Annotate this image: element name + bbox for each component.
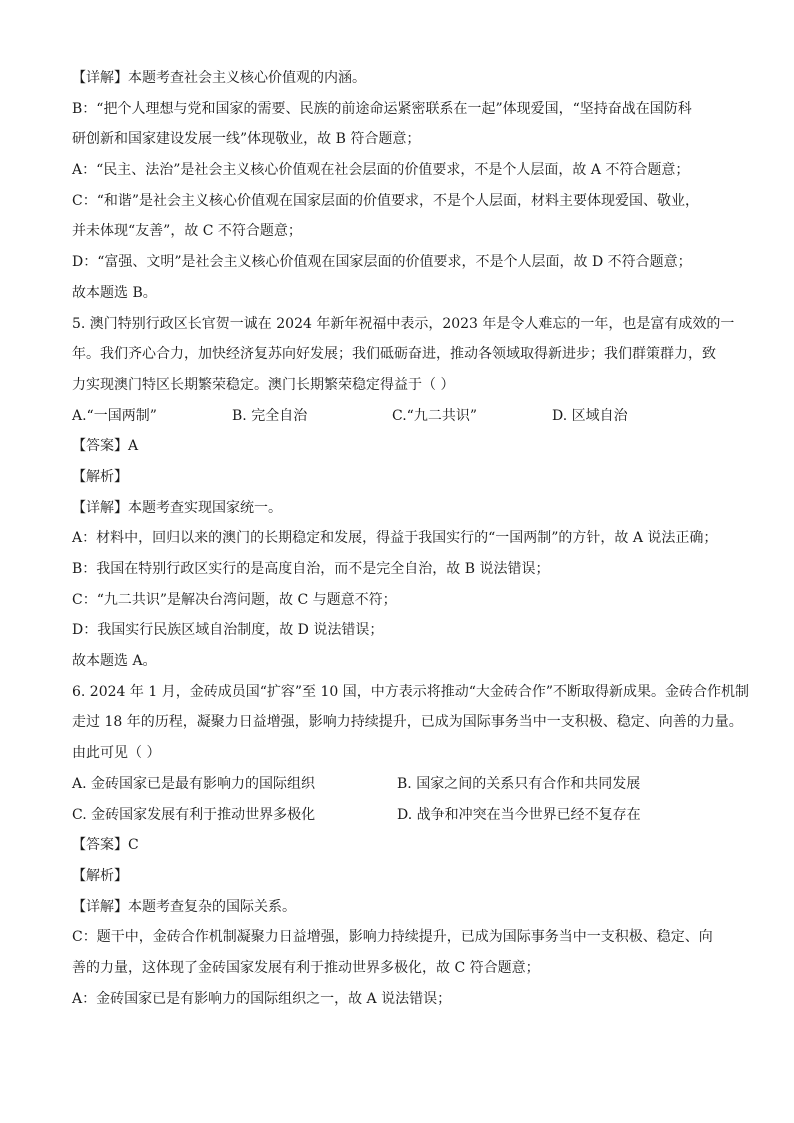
analysis-label: 【解析】 bbox=[72, 468, 128, 485]
text-line: 并未体现“友善”，故 C 不符合题意； bbox=[72, 223, 302, 240]
option-b: B. 完全自治 bbox=[232, 407, 308, 424]
question-stem-line: 6. 2024 年 1 月，金砖成员国“扩容”至 10 国，中方表示将推动“大金砖合作”不断取得新成果。金砖合作机制 bbox=[72, 683, 750, 700]
text-line: C：“和谐”是社会主义核心价值观在国家层面的价值要求，不是个人层面，材料主要体现爱国、敬业， bbox=[72, 192, 700, 209]
text-line: 故本题选 A。 bbox=[72, 653, 157, 670]
text-line: 【详解】本题考查实现国家统一。 bbox=[72, 499, 282, 516]
text-line: A：材料中，回归以来的澳门的长期稳定和发展，得益于我国实行的“一国两制”的方针，故 A 说法正确； bbox=[72, 530, 718, 547]
options-row bbox=[72, 800, 722, 831]
question-stem-line: 5. 澳门特别行政区长官贺一诚在 2024 年新年祝福中表示，2023 年是令人难忘的一年，也是富有成效的一 bbox=[72, 315, 735, 332]
text-line: 【详解】本题考查社会主义核心价值观的内涵。 bbox=[72, 70, 366, 86]
question-stem-line: 力实现澳门特区长期繁荣稳定。澳门长期繁荣稳定得益于（ ） bbox=[72, 376, 455, 393]
text-line: 【详解】本题考查复杂的国际关系。 bbox=[72, 898, 296, 915]
text-line: D：我国实行民族区域自治制度，故 D 说法错误； bbox=[72, 622, 384, 639]
option-a: A.“一国两制” bbox=[72, 407, 157, 424]
text-line: 研创新和国家建设发展一线”体现敬业，故 B 符合题意； bbox=[72, 131, 421, 148]
option-d: D. 区域自治 bbox=[552, 407, 628, 424]
options-row bbox=[72, 401, 722, 432]
text-line: A：“民主、法治”是社会主义核心价值观在社会层面的价值要求，不是个人层面，故 A 不符合题意； bbox=[72, 162, 690, 179]
text-line: D：“富强、文明”是社会主义核心价值观在国家层面的价值要求，不是个人层面，故 D 不符合题意； bbox=[72, 254, 692, 271]
question-stem-line: 走过 18 年的历程，凝聚力日益增强，影响力持续提升，已成为国际事务当中一支积极、稳定、向善的力量。 bbox=[72, 714, 743, 731]
options-row bbox=[72, 769, 722, 800]
option-d: D. 战争和冲突在当今世界已经不复存在 bbox=[397, 806, 641, 823]
text-line: B：“把个人理想与党和国家的需要、民族的前途命运紧密联系在一起”体现爱国，“坚持奋战在国防科 bbox=[72, 100, 692, 117]
answer-line: 【答案】A bbox=[72, 438, 139, 455]
analysis-label: 【解析】 bbox=[72, 867, 128, 884]
option-c: C. 金砖国家发展有利于推动世界多极化 bbox=[72, 806, 316, 823]
text-line: 故本题选 B。 bbox=[72, 284, 157, 301]
text-line: C：“九二共识”是解决台湾问题，故 C 与题意不符； bbox=[72, 591, 397, 608]
option-b: B. 国家之间的关系只有合作和共同发展 bbox=[397, 775, 641, 792]
question-5 bbox=[72, 309, 735, 677]
text-line: 善的力量，这体现了金砖国家发展有利于推动世界多极化，故 C 符合题意； bbox=[72, 959, 540, 976]
question-stem-line: 年。我们齐心合力，加快经济复苏向好发展；我们砥砺奋进，推动各领域取得新进步；我们群策群力，致 bbox=[72, 346, 716, 363]
question-6 bbox=[72, 677, 750, 1015]
answer-line: 【答案】C bbox=[72, 837, 139, 854]
text-line: A：金砖国家已是有影响力的国际组织之一，故 A 说法错误； bbox=[72, 990, 452, 1007]
text-line: C：题干中，金砖合作机制凝聚力日益增强，影响力持续提升，已成为国际事务当中一支积极、稳定、向 bbox=[72, 929, 713, 946]
question-4-explanation bbox=[72, 63, 722, 309]
question-stem-line: 由此可见（ ） bbox=[72, 745, 161, 762]
option-c: C.“九二共识” bbox=[392, 407, 477, 424]
option-a: A. 金砖国家已是最有影响力的国际组织 bbox=[72, 775, 316, 792]
text-line: B：我国在特别行政区实行的是高度自治，而不是完全自治，故 B 说法错误； bbox=[72, 561, 550, 577]
